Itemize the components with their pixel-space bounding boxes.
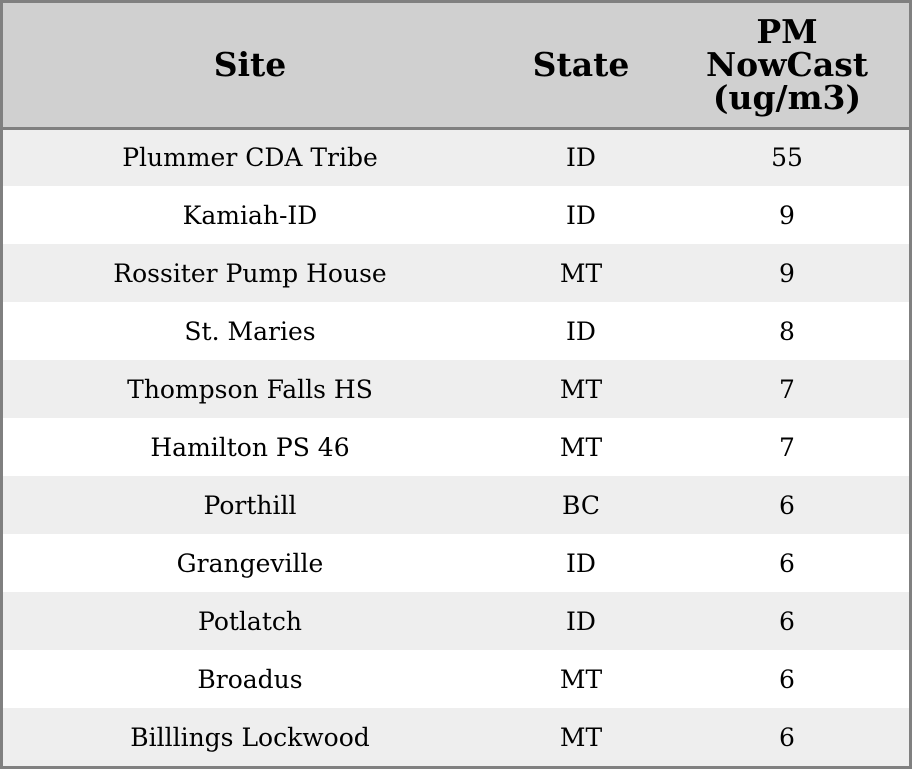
table-row	[3, 302, 909, 360]
cell-state: ID	[566, 143, 596, 173]
table-row	[3, 360, 909, 418]
air-quality-table	[3, 3, 909, 766]
table-row	[3, 186, 909, 244]
cell-site: Grangeville	[176, 548, 324, 578]
cell-pm: 6	[779, 606, 795, 636]
cell-site: Porthill	[203, 490, 297, 520]
cell-state: MT	[559, 722, 603, 752]
cell-pm: 6	[779, 548, 795, 578]
cell-pm: 7	[779, 374, 795, 404]
cell-site: Broadus	[197, 664, 303, 694]
table-row	[3, 418, 909, 476]
cell-pm: 6	[779, 490, 795, 520]
cell-pm: 7	[779, 432, 795, 462]
column-header-site: Site	[3, 3, 497, 128]
table-row	[3, 128, 909, 186]
table-row	[3, 708, 909, 766]
table-row	[3, 244, 909, 302]
cell-site: St. Maries	[184, 316, 316, 346]
cell-site: Potlatch	[198, 606, 302, 636]
cell-site: Billlings Lockwood	[130, 722, 370, 752]
cell-pm: 6	[779, 664, 795, 694]
cell-state: BC	[562, 490, 600, 520]
table-row	[3, 476, 909, 534]
table-row	[3, 534, 909, 592]
cell-site: Plummer CDA Tribe	[122, 143, 378, 173]
table-row	[3, 650, 909, 708]
cell-site: Thompson Falls HS	[127, 374, 373, 404]
cell-state: MT	[559, 374, 603, 404]
column-header-pm-nowcast	[665, 3, 909, 128]
cell-pm: 9	[779, 200, 795, 230]
cell-site: Rossiter Pump House	[113, 258, 387, 288]
cell-state: ID	[566, 548, 596, 578]
cell-state: MT	[559, 664, 603, 694]
table-body	[3, 128, 909, 766]
cell-state: ID	[566, 316, 596, 346]
header-row	[3, 3, 909, 128]
cell-site: Kamiah-ID	[182, 200, 318, 230]
table-row	[3, 592, 909, 650]
column-header-pm-nowcast-label: PM NowCast (ug/m3)	[705, 12, 869, 118]
column-header-state: State	[497, 3, 665, 128]
cell-pm: 9	[779, 258, 795, 288]
cell-pm: 55	[771, 143, 803, 173]
cell-state: ID	[566, 606, 596, 636]
cell-state: MT	[559, 258, 603, 288]
cell-site: Hamilton PS 46	[150, 432, 350, 462]
cell-pm: 6	[779, 722, 795, 752]
cell-pm: 8	[779, 316, 795, 346]
cell-state: ID	[566, 200, 596, 230]
cell-state: MT	[559, 432, 603, 462]
